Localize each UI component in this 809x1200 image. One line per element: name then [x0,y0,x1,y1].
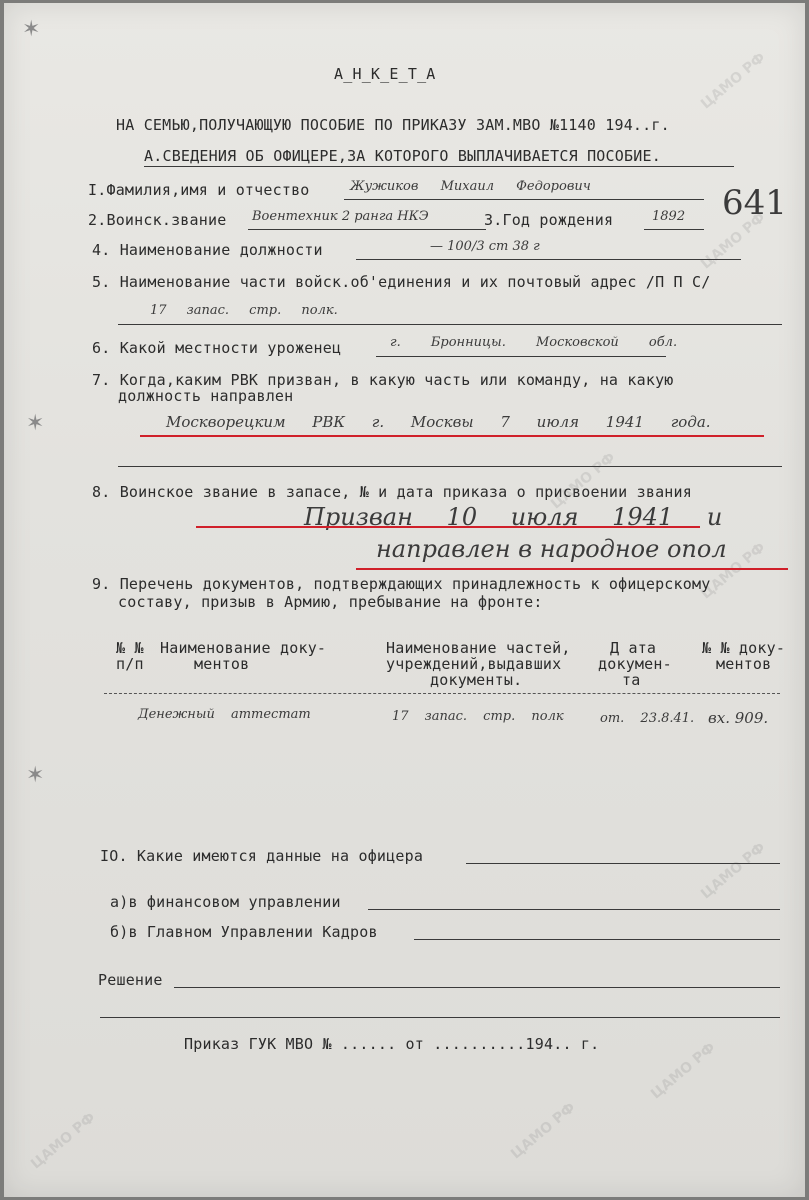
watermark: ЦАМО РФ [508,1099,579,1163]
order-line: Приказ ГУК МВО № ...... от ..........194.. г. [184,1035,600,1053]
section-10-a: а)в финансовом управлении [110,893,341,911]
section-10-b: б)в Главном Управлении Кадров [110,923,378,941]
watermark: ЦАМО РФ [698,539,769,603]
col-header-date-3: та [622,671,641,689]
section-a-heading: А.СВЕДЕНИЯ ОБ ОФИЦЕРЕ,ЗА КОТОРОГО ВЫПЛАЧИВАЕТСЯ ПОСОБИЕ. [144,147,661,165]
watermark: ЦАМО РФ [28,1109,99,1173]
col-header-docname-2: ментов [194,655,250,673]
field-1-value: Жужиков Михаил Федорович [350,179,591,194]
row-date: от. 23.8.41. [600,711,695,726]
col-header-docnum-1: № № доку- [702,639,786,657]
field-4-value: — 100/3 ст 38 г [430,239,540,254]
watermark: ЦАМО РФ [548,449,619,513]
field-5-value: 17 запас. стр. полк. [150,303,338,318]
form-title: А_Н_К_Е_Т_А [334,65,436,83]
col-header-number-2: п/п [116,655,144,673]
col-header-docname-1: Наименование доку- [160,639,327,657]
field-6-label: 6. Какой местности уроженец [92,339,342,357]
document-page [4,3,805,1197]
col-header-issuer-3: документы. [430,671,523,689]
field-7-label-line2: должность направлен [118,387,294,405]
field-9-label-line2: составу, призыв в Армию, пребывание на фронте: [118,593,543,611]
col-header-issuer-2: учреждений,выдавших [386,655,562,673]
watermark: ЦАМО РФ [698,49,769,113]
red-underline [140,435,764,437]
field-9-label-line1: 9. Перечень документов, подтверждающих принадлежность к офицерскому [92,575,711,593]
field-6-value: г. Бронницы. Московской обл. [390,335,678,350]
corner-number: 641 [722,183,787,223]
watermark: ЦАМО РФ [698,839,769,903]
field-5-label: 5. Наименование части войск.об'единения и их почтовый адрес /П П С/ [92,273,711,291]
col-header-issuer-1: Наименование частей, [386,639,571,657]
field-1-label: I.Фамилия,имя и отчество [88,181,310,199]
field-8-label: 8. Воинское звание в запасе, № и дата приказа о присвоении звания [92,483,692,501]
punch-mark-icon: ✶ [22,17,41,42]
watermark: ЦАМО РФ [648,1039,719,1103]
watermark: ЦАМО РФ [698,209,769,273]
field-7-label-line1: 7. Когда,каким РВК призван, в какую часть или команду, на какую [92,371,674,389]
decision-label: Решение [98,971,163,989]
field-4-label: 4. Наименование должности [92,241,323,259]
field-3-value: 1892 [652,209,686,224]
field-8-value-line1: Призван 10 июля 1941 и [304,503,723,531]
field-3-label: 3.Год рождения [484,211,614,229]
punch-mark-icon: ✶ [26,763,45,788]
form-subtitle: НА СЕМЬЮ,ПОЛУЧАЮЩУЮ ПОСОБИЕ ПО ПРИКАЗУ ЗАМ.МВО №1140 194..г. [116,116,670,134]
col-header-number-1: № № [116,639,144,657]
col-header-date-2: докумен- [598,655,672,673]
punch-mark-icon: ✶ [26,411,45,436]
field-2-label: 2.Воинск.звание [88,211,227,229]
row-issuer: 17 запас. стр. полк [392,709,564,724]
col-header-date-1: Д ата [610,639,657,657]
col-header-docnum-2: ментов [716,655,772,673]
red-underline [356,568,788,570]
row-number: вх. 909. [708,709,769,727]
row-doc-name: Денежный аттестат [138,707,311,722]
red-underline [196,526,700,528]
field-7-value: Москворецким РВК г. Москвы 7 июля 1941 года. [166,413,711,431]
field-8-value-line2: направлен в народное опол [376,535,727,563]
section-10-label: IO. Какие имеются данные на офицера [100,847,424,865]
field-2-value: Воентехник 2 ранга НКЭ [252,209,429,224]
